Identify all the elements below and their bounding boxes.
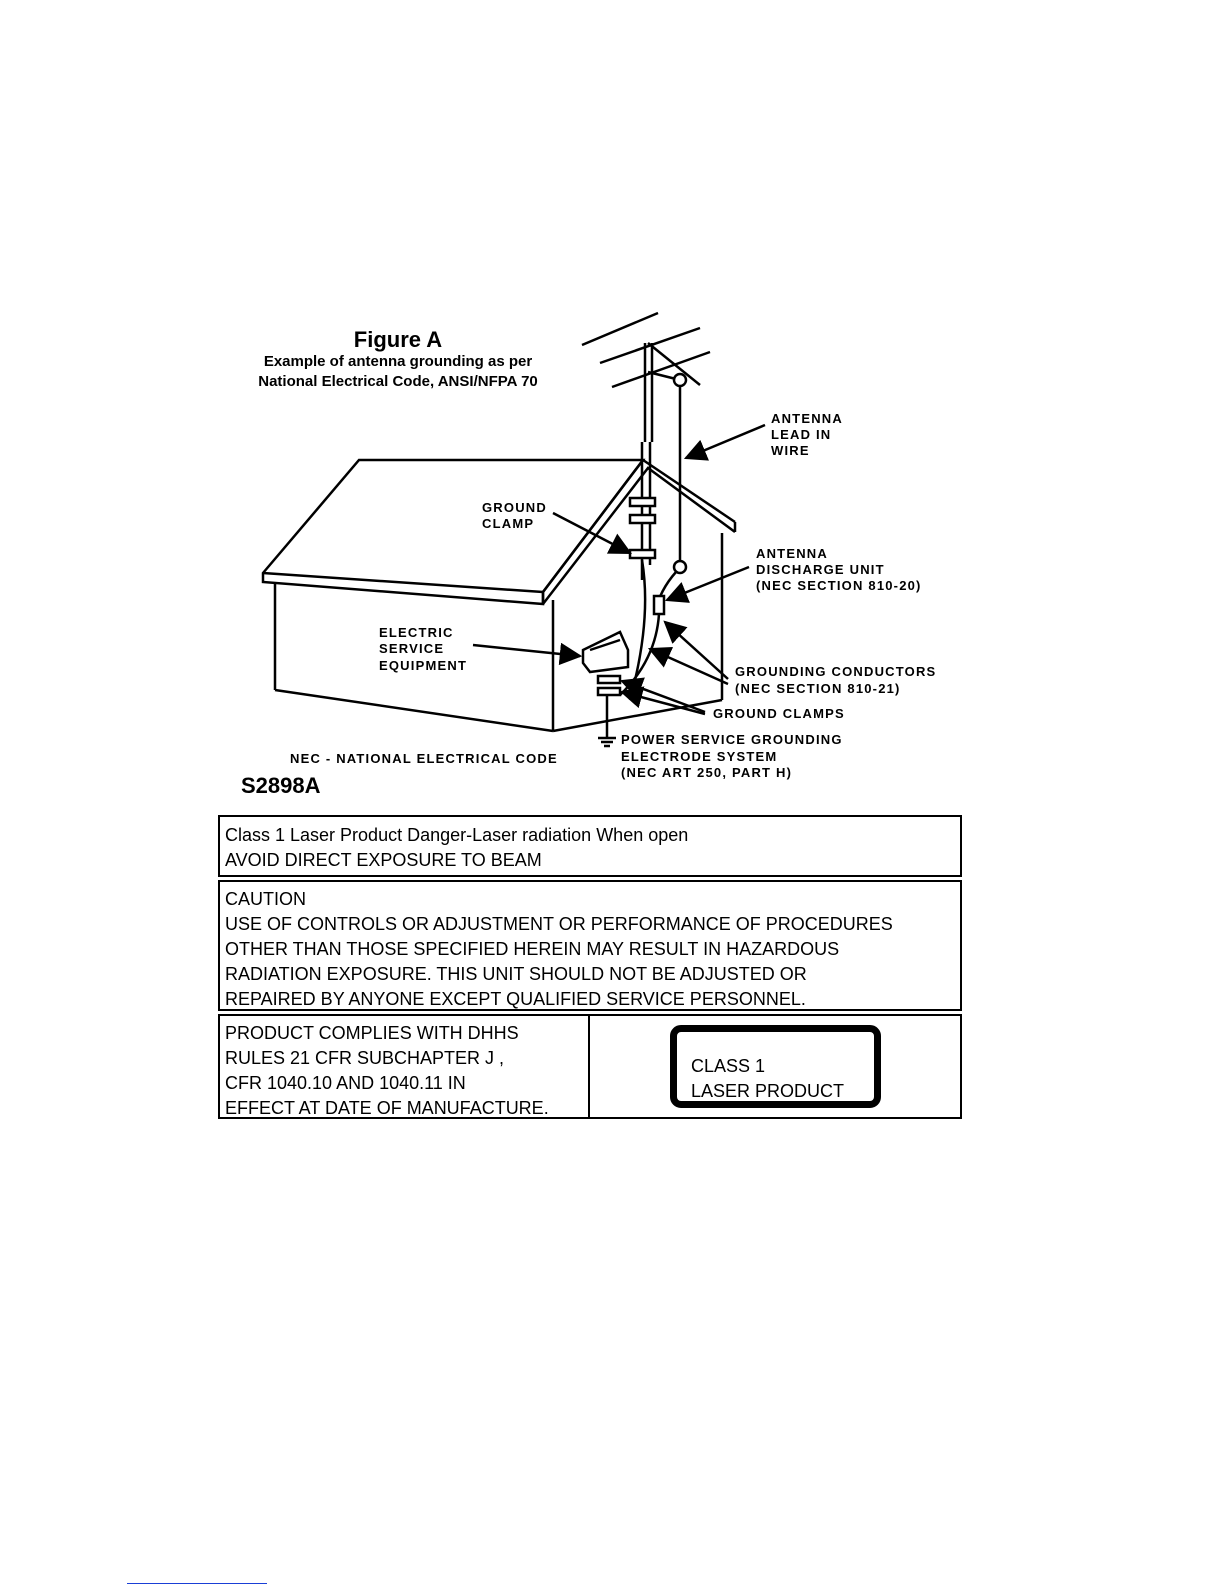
laser-label-line-1: CLASS 1 xyxy=(691,1056,766,1076)
label-power-service-3: (NEC ART 250, PART H) xyxy=(621,765,793,780)
laser-notice-box xyxy=(218,815,962,877)
label-electric-service-2: SERVICE xyxy=(379,641,445,656)
label-electric-service-1: ELECTRIC xyxy=(379,625,454,640)
laser-label-cell xyxy=(590,1016,960,1117)
caution-box xyxy=(218,880,962,1011)
label-antenna-lead-in-3: WIRE xyxy=(771,443,810,458)
compliance-box xyxy=(218,1014,962,1119)
laser-label-line-2: LASER PRODUCT xyxy=(691,1081,845,1101)
compliance-text xyxy=(220,1016,590,1117)
label-ground-clamps: GROUND CLAMPS xyxy=(713,706,845,721)
label-grounding-conductors-2: (NEC SECTION 810-21) xyxy=(735,681,901,696)
compliance-line-3: CFR 1040.10 AND 1040.11 IN xyxy=(225,1073,466,1093)
caution-line-2: OTHER THAN THOSE SPECIFIED HEREIN MAY RESULT IN HAZARDOUS xyxy=(225,939,840,959)
laser-notice-line-2: AVOID DIRECT EXPOSURE TO BEAM xyxy=(225,850,542,870)
label-electric-service-3: EQUIPMENT xyxy=(379,658,468,673)
figure-title: Figure A xyxy=(353,327,443,352)
caution-line-4: REPAIRED BY ANYONE EXCEPT QUALIFIED SERVICE PERSONNEL. xyxy=(225,989,806,1009)
label-antenna-lead-in-2: LEAD IN xyxy=(771,427,832,442)
label-nec-note: NEC - NATIONAL ELECTRICAL CODE xyxy=(290,751,558,766)
figure-subtitle-2: National Electrical Code, ANSI/NFPA 70 xyxy=(258,373,538,390)
label-power-service-2: ELECTRODE SYSTEM xyxy=(621,749,778,764)
label-antenna-discharge-1: ANTENNA xyxy=(756,546,828,561)
class-1-laser-label xyxy=(670,1025,881,1108)
footer-link-line xyxy=(127,1583,267,1584)
figure-subtitle-1: Example of antenna grounding as per xyxy=(263,353,533,370)
label-ground-clamp-1: GROUND xyxy=(482,500,547,515)
label-ground-clamp-2: CLAMP xyxy=(482,516,535,531)
laser-notice-line-1: Class 1 Laser Product Danger-Laser radiation When open xyxy=(225,825,689,845)
label-grounding-conductors-1: GROUNDING CONDUCTORS xyxy=(735,664,937,679)
compliance-line-1: PRODUCT COMPLIES WITH DHHS xyxy=(225,1023,519,1043)
label-antenna-discharge-3: (NEC SECTION 810-20) xyxy=(756,578,922,593)
caution-line-3: RADIATION EXPOSURE. THIS UNIT SHOULD NOT BE ADJUSTED OR xyxy=(225,964,807,984)
label-power-service-1: POWER SERVICE GROUNDING xyxy=(621,732,843,747)
caution-line-1: USE OF CONTROLS OR ADJUSTMENT OR PERFORMANCE OF PROCEDURES xyxy=(225,914,893,934)
compliance-line-2: RULES 21 CFR SUBCHAPTER J , xyxy=(225,1048,505,1068)
caution-heading: CAUTION xyxy=(225,889,306,909)
label-antenna-lead-in-1: ANTENNA xyxy=(771,411,843,426)
compliance-line-4: EFFECT AT DATE OF MANUFACTURE. xyxy=(225,1098,549,1118)
figure-code: S2898A xyxy=(241,773,321,798)
label-antenna-discharge-2: DISCHARGE UNIT xyxy=(756,562,885,577)
